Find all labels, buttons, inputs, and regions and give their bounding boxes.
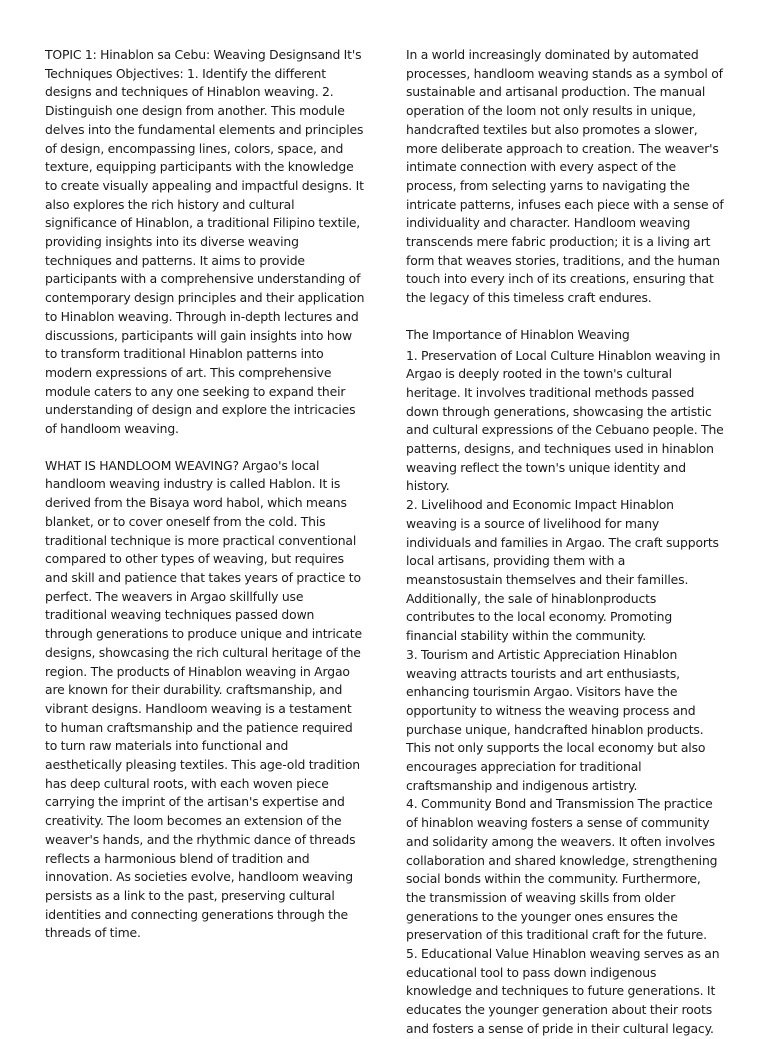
importance-item-livelihood: 2. Livelihood and Economic Impact Hinablon weaving is a source of livelihood for many individuals and families in Argao. The craft supports local artisans, providing them with a meanstosustain themselves and their familles. Additionally, the sale of hinablonproducts contributes to the local economy. Promoting financial stability within the community. xyxy=(406,497,719,644)
left-column xyxy=(45,46,365,943)
handloom-world-paragraph: In a world increasingly dominated by automated processes, handloom weaving stands as a symbol of sustainable and artisanal production. The manual operation of the loom not only results in unique, handcrafted textiles but also promotes a slower, more deliberate approach to creation. The weaver's intimate connection with every aspect of the process, from selecting yarns to navigating the intricate patterns, infuses each piece with a sense of individuality and character. Handloom weaving transcends mere fabric production; it is a living art form that weaves stories, traditions, and the human touch into every inch of its creations, ensuring that the legacy of this timeless craft endures. xyxy=(406,47,724,306)
topic-intro-paragraph: TOPIC 1: Hinablon sa Cebu: Weaving Designsand It's Techniques Objectives: 1. Identify the different designs and techniques of Hinablon weaving. 2. Distinguish one design from another. This module delves into the fundamental elements and principles of design, encompassing lines, colors, space, and texture, equipping participants with the knowledge to create visually appealing and impactful designs. It also explores the rich history and cultural significance of Hinablon, a traditional Filipino textile, providing insights into its diverse weaving techniques and patterns. It aims to provide participants with a comprehensive understanding of contemporary design principles and their application to Hinablon weaving. Through in-depth lectures and discussions, participants will gain insights into how to transform traditional Hinablon patterns into modern expressions of art. This comprehensive module caters to any one seeking to expand their understanding of design and explore the intricacies of handloom weaving. xyxy=(45,47,365,437)
importance-heading: The Importance of Hinablon Weaving xyxy=(406,326,630,342)
importance-item-tourism: 3. Tourism and Artistic Appreciation Hinablon weaving attracts tourists and art enthusiasts, enhancing tourismin Argao. Visitors have the opportunity to witness the weaving process and purchase unique, handcrafted hinablon products. This not only supports the local economy but also encourages appreciation for traditional craftsmanship and indigenous artistry. xyxy=(406,646,706,793)
what-is-handloom-paragraph: WHAT IS HANDLOOM WEAVING? Argao's local handloom weaving industry is called Hablon. It is derived from the Bisaya word habol, which means blanket, or to cover oneself from the cold. This traditional technique is more practical conventional compared to other types of weaving, but requires and skill and patience that takes years of practice to perfect. The weavers in Argao skillfully use traditional weaving techniques passed down through generations to produce unique and intricate designs, showcasing the rich cultural heritage of the region. The products of Hinablon weaving in Argao are known for their durability. craftsmanship, and vibrant designs. Handloom weaving is a testament to human craftsmanship and the patience required to turn raw materials into functional and aesthetically pleasing textiles. This age-old tradition has deep cultural roots, with each woven piece carrying the imprint of the artisan's expertise and creativity. The loom becomes an extension of the weaver's hands, and the rhythmic dance of threads reflects a harmonious blend of tradition and innovation. As societies evolve, handloom weaving persists as a link to the past, preserving cultural identities and connecting generations through the threads of time. xyxy=(45,457,362,941)
paragraph-gap xyxy=(406,308,724,326)
importance-item-community: 4. Community Bond and Transmission The practice of hinablon weaving fosters a sense of community and solidarity among the weavers. It often involves collaboration and shared knowledge, strengthening social bonds within the community. Furthermore, the transmission of weaving skills from older generations to the younger ones ensures the preservation of this traditional craft for the future. xyxy=(406,796,718,943)
importance-item-preservation: 1. Preservation of Local Culture Hinablon weaving in Argao is deeply rooted in the town's cultural heritage. It involves traditional methods passed down through generations, showcasing the artistic and cultural expressions of the Cebuano people. The patterns, designs, and techniques used in hinablon weaving reflect the town's unique identity and history. xyxy=(406,347,724,494)
importance-item-education: 5. Educational Value Hinablon weaving serves as an educational tool to pass down indigenous knowledge and techniques to future generations. It educates the younger generation about their roots and fosters a sense of pride in their cultural legacy. xyxy=(406,946,720,1036)
paragraph-gap xyxy=(45,439,365,457)
right-column xyxy=(406,46,724,1039)
